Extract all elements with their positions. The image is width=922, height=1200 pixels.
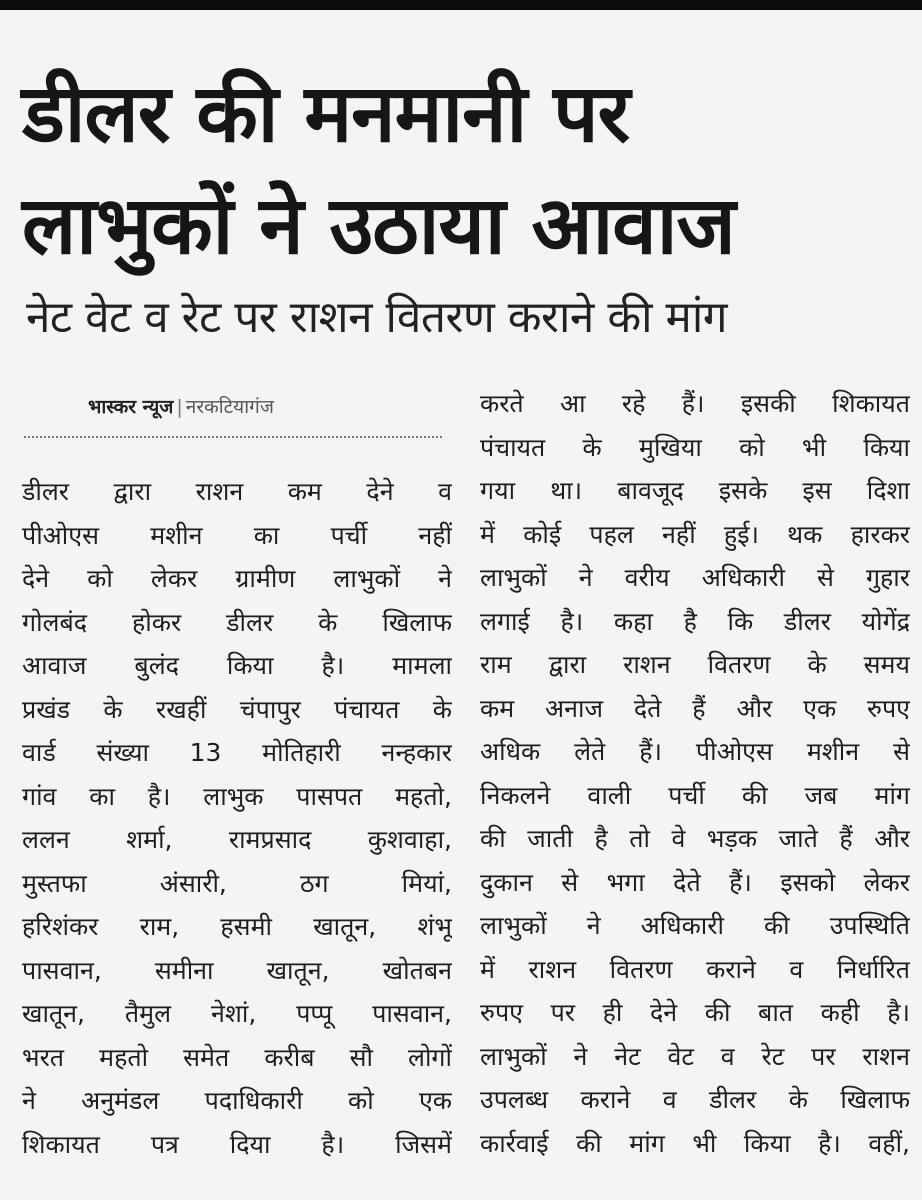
article-text-line: की जाती है तो वे भड़क जाते हैं और <box>480 824 910 853</box>
headline-line-2: लाभुकों ने उठाया आवाज <box>22 179 735 272</box>
article-column-right <box>480 382 910 1165</box>
article-text-line: देने को लेकर ग्रामीण लाभुकों ने <box>22 564 452 593</box>
article-text-line: कम अनाज देते हैं और एक रुपए <box>480 693 910 723</box>
article-text-line: भरत महतो समेत करीब सौ लोगों <box>22 1042 452 1072</box>
article-text-line: पीओएस मशीन का पर्ची नहीं <box>22 520 452 550</box>
article-text-line: निकलने वाली पर्ची की जब मांग <box>480 780 910 810</box>
article-text-line: डीलर द्वारा राशन कम देने व <box>22 477 452 506</box>
article-text-line: अधिक लेते हैं। पीओएस मशीन से <box>480 737 910 766</box>
article-text-line: प्रखंड के रखहीं चंपापुर पंचायत के <box>22 694 452 724</box>
article-text-line: लाभुकों ने वरीय अधिकारी से गुहार <box>480 563 910 592</box>
byline-separator: | <box>176 396 183 418</box>
byline-agency: भास्कर न्यूज <box>88 396 174 418</box>
article-text-line: में कोई पहल नहीं हुई। थक हारकर <box>480 519 910 549</box>
article-text-line: खातून, तैमुल नेशां, पप्पू पासवान, <box>22 999 452 1028</box>
article-text-line: रुपए पर ही देने की बात कही है। <box>480 998 910 1027</box>
article-text-line: लगाई है। कहा है कि डीलर योगेंद्र <box>480 606 910 636</box>
byline-place: नरकटियागंज <box>185 396 274 418</box>
top-border <box>0 0 922 10</box>
article-text-line: पासवान, समीना खातून, खोतबन <box>22 955 452 985</box>
dotted-rule <box>24 436 442 438</box>
article-text-line: हरिशंकर राम, हसमी खातून, शंभू <box>22 912 452 941</box>
article-text-line: कार्रवाई की मांग भी किया है। वहीं, <box>480 1128 910 1158</box>
article-text-line: उपलब्ध कराने व डीलर के खिलाफ <box>480 1085 910 1114</box>
article-text-line: ललन शर्मा, रामप्रसाद कुशवाहा, <box>22 825 452 854</box>
article-text-line: दुकान से भगा देते हैं। इसको लेकर <box>480 867 910 897</box>
subheadline: नेट वेट व रेट पर राशन वितरण कराने की मांग <box>26 292 727 343</box>
article-column-left <box>22 470 452 1166</box>
article-text-line: गया था। बावजूद इसके इस दिशा <box>480 476 910 505</box>
article-text-line: शिकायत पत्र दिया है। जिसमें <box>22 1129 452 1159</box>
article-text-line: वार्ड संख्या 13 मोतिहारी नन्हकार <box>22 738 452 767</box>
article-text-line: लाभुकों ने नेट वेट व रेट पर राशन <box>480 1041 910 1071</box>
article-text-line: आवाज बुलंद किया है। मामला <box>22 651 452 680</box>
headline-line-1: डीलर की मनमानी पर <box>22 67 630 160</box>
byline <box>88 392 274 422</box>
article-text-line: गांव का है। लाभुक पासपत महतो, <box>22 781 452 811</box>
article-text-line: मुस्तफा अंसारी, ठग मियां, <box>22 868 452 898</box>
article-text-line: ने अनुमंडल पदाधिकारी को एक <box>22 1086 452 1115</box>
article-text-line: में राशन वितरण कराने व निर्धारित <box>480 954 910 984</box>
article-text-line: लाभुकों ने अधिकारी की उपस्थिति <box>480 911 910 940</box>
article-text-line: राम द्वारा राशन वितरण के समय <box>480 650 910 679</box>
article-text-line: पंचायत के मुखिया को भी किया <box>480 432 910 462</box>
article-text-line: गोलबंद होकर डीलर के खिलाफ <box>22 607 452 637</box>
article-text-line: करते आ रहे हैं। इसकी शिकायत <box>480 389 910 418</box>
